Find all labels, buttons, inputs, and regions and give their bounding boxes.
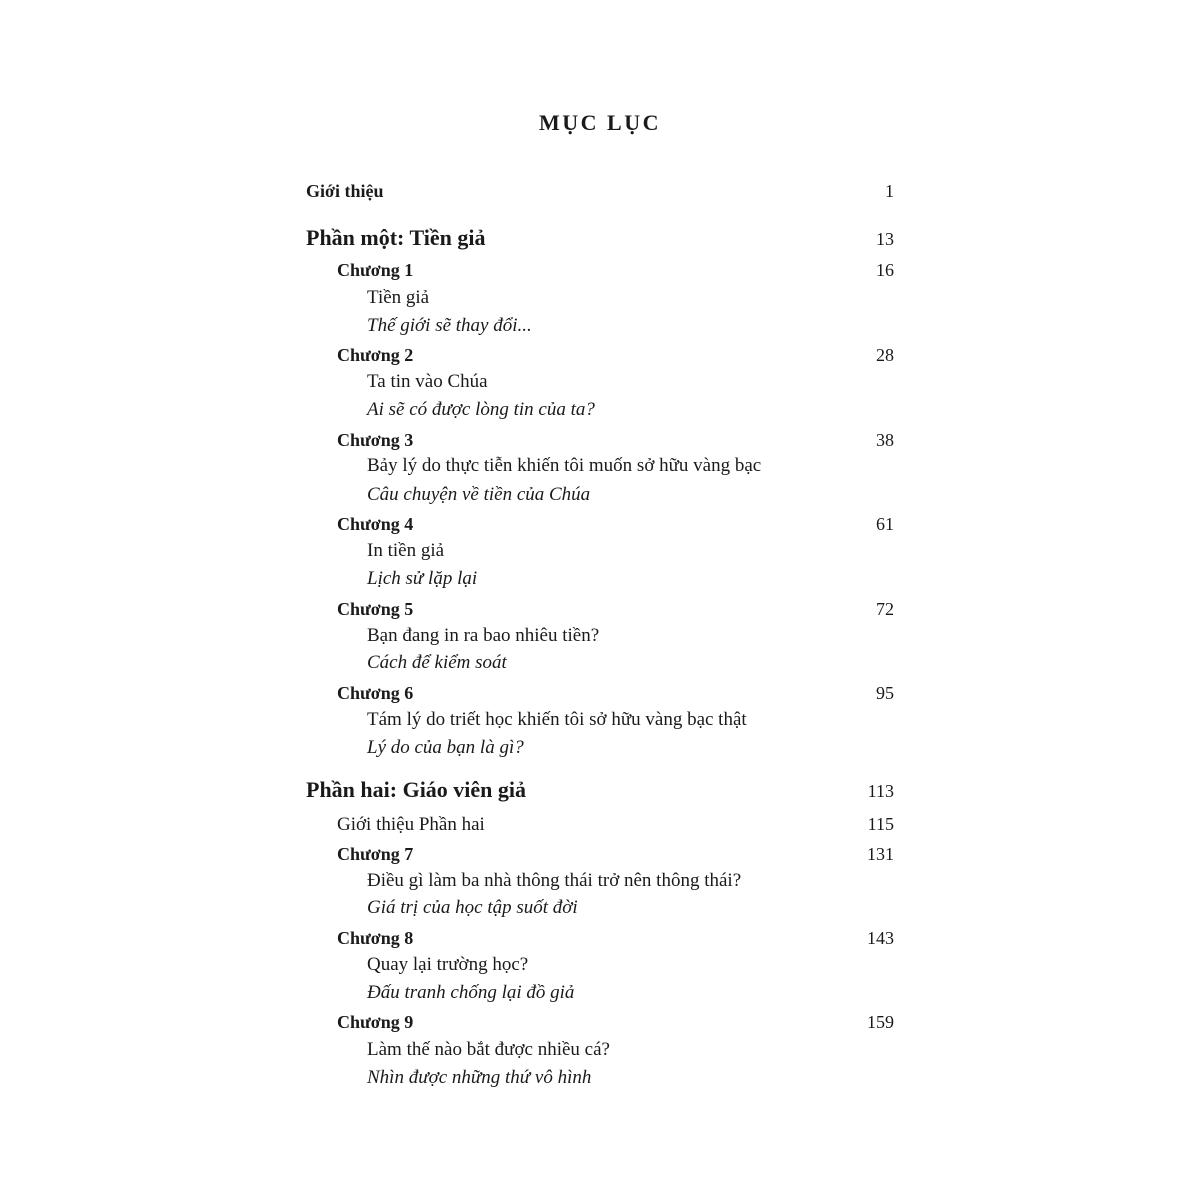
toc-row-chapter-7-title (306, 867, 894, 895)
chapter-subtitle: Câu chuyện về tiền của Chúa (367, 484, 591, 505)
toc-title: MỤC LỤC (539, 110, 661, 135)
chapter-label: Chương 9 (337, 1012, 414, 1032)
chapter-title: Bảy lý do thực tiễn khiến tôi muốn sở hữu vàng bạc (367, 455, 762, 476)
chapter-title: Làm thế nào bắt được nhiều cá? (367, 1039, 610, 1060)
toc-row-chapter-4-subtitle (306, 565, 894, 593)
page-number: 159 (867, 1012, 894, 1032)
toc-row-chapter-2-subtitle (306, 396, 894, 424)
page-number: 13 (876, 229, 894, 249)
toc-row-part-1 (306, 224, 894, 252)
chapter-label: Chương 3 (337, 430, 414, 450)
page-number: 61 (876, 514, 894, 534)
chapter-title: Bạn đang in ra bao nhiêu tiền? (367, 625, 600, 646)
toc-row-chapter-6-subtitle (306, 734, 894, 762)
page-number: 143 (867, 928, 894, 948)
toc-row-chapter-5-subtitle (306, 649, 894, 677)
toc-row-chapter-1 (306, 256, 894, 284)
page-number: 113 (867, 781, 894, 801)
toc-row-chapter-9-subtitle (306, 1064, 894, 1092)
chapter-subtitle: Giá trị của học tập suốt đời (367, 897, 578, 918)
chapter-subtitle: Cách để kiểm soát (367, 652, 507, 673)
toc-row-chapter-8 (306, 924, 894, 952)
chapter-label: Chương 5 (337, 599, 414, 619)
toc-row-chapter-6 (306, 679, 894, 707)
toc-row-intro (306, 177, 894, 205)
toc-row-chapter-2-title (306, 368, 894, 396)
chapter-subtitle: Ai sẽ có được lòng tin của ta? (367, 399, 595, 420)
part-intro-label: Giới thiệu Phần hai (337, 814, 485, 835)
page-number: 28 (876, 345, 894, 365)
page-number: 16 (876, 260, 894, 280)
toc-row-chapter-2 (306, 341, 894, 369)
toc-row-chapter-6-title (306, 706, 894, 734)
toc-row-chapter-3-subtitle (306, 481, 894, 509)
page-number: 95 (876, 683, 894, 703)
toc-row-chapter-8-title (306, 951, 894, 979)
part-title: Phần hai: Giáo viên giả (306, 777, 527, 802)
toc-row-part-2-intro (306, 810, 894, 838)
chapter-title: Quay lại trường học? (367, 954, 529, 975)
toc-row-chapter-4 (306, 510, 894, 538)
toc-row-chapter-1-subtitle (306, 312, 894, 340)
toc-row-chapter-8-subtitle (306, 979, 894, 1007)
chapter-label: Chương 4 (337, 514, 414, 534)
toc-row-chapter-9 (306, 1008, 894, 1036)
toc-row-chapter-3-title (306, 452, 894, 480)
chapter-label: Chương 2 (337, 345, 414, 365)
chapter-subtitle: Lịch sử lặp lại (367, 568, 478, 589)
page-number: 115 (867, 814, 894, 834)
chapter-title: Tám lý do triết học khiến tôi sở hữu vàng bạc thật (367, 709, 747, 730)
toc-row-chapter-9-title (306, 1036, 894, 1064)
page-number: 1 (885, 181, 894, 201)
page-number: 72 (876, 599, 894, 619)
chapter-title: Ta tin vào Chúa (367, 371, 488, 392)
chapter-label: Chương 8 (337, 928, 414, 948)
chapter-title: Tiền giả (367, 287, 430, 308)
toc-row-part-2 (306, 776, 894, 804)
chapter-subtitle: Nhìn được những thứ vô hình (367, 1067, 592, 1088)
toc-row-chapter-5 (306, 595, 894, 623)
toc-row-chapter-5-title (306, 622, 894, 650)
chapter-label: Chương 7 (337, 844, 414, 864)
chapter-title: Điều gì làm ba nhà thông thái trở nên thông thái? (367, 870, 742, 891)
part-title: Phần một: Tiền giả (306, 225, 486, 250)
toc-row-chapter-3 (306, 426, 894, 454)
toc-row-chapter-7 (306, 840, 894, 868)
toc-row-chapter-1-title (306, 284, 894, 312)
page-number: 131 (867, 844, 894, 864)
chapter-subtitle: Lý do của bạn là gì? (367, 737, 524, 758)
page-number: 38 (876, 430, 894, 450)
chapter-subtitle: Thế giới sẽ thay đổi... (367, 315, 532, 336)
chapter-subtitle: Đấu tranh chống lại đồ giả (367, 982, 575, 1003)
chapter-label: Chương 1 (337, 260, 414, 280)
toc-row-chapter-7-subtitle (306, 894, 894, 922)
chapter-label: Chương 6 (337, 683, 414, 703)
toc-row-chapter-4-title (306, 537, 894, 565)
chapter-title: In tiền giả (367, 540, 445, 561)
intro-label: Giới thiệu (306, 181, 384, 201)
